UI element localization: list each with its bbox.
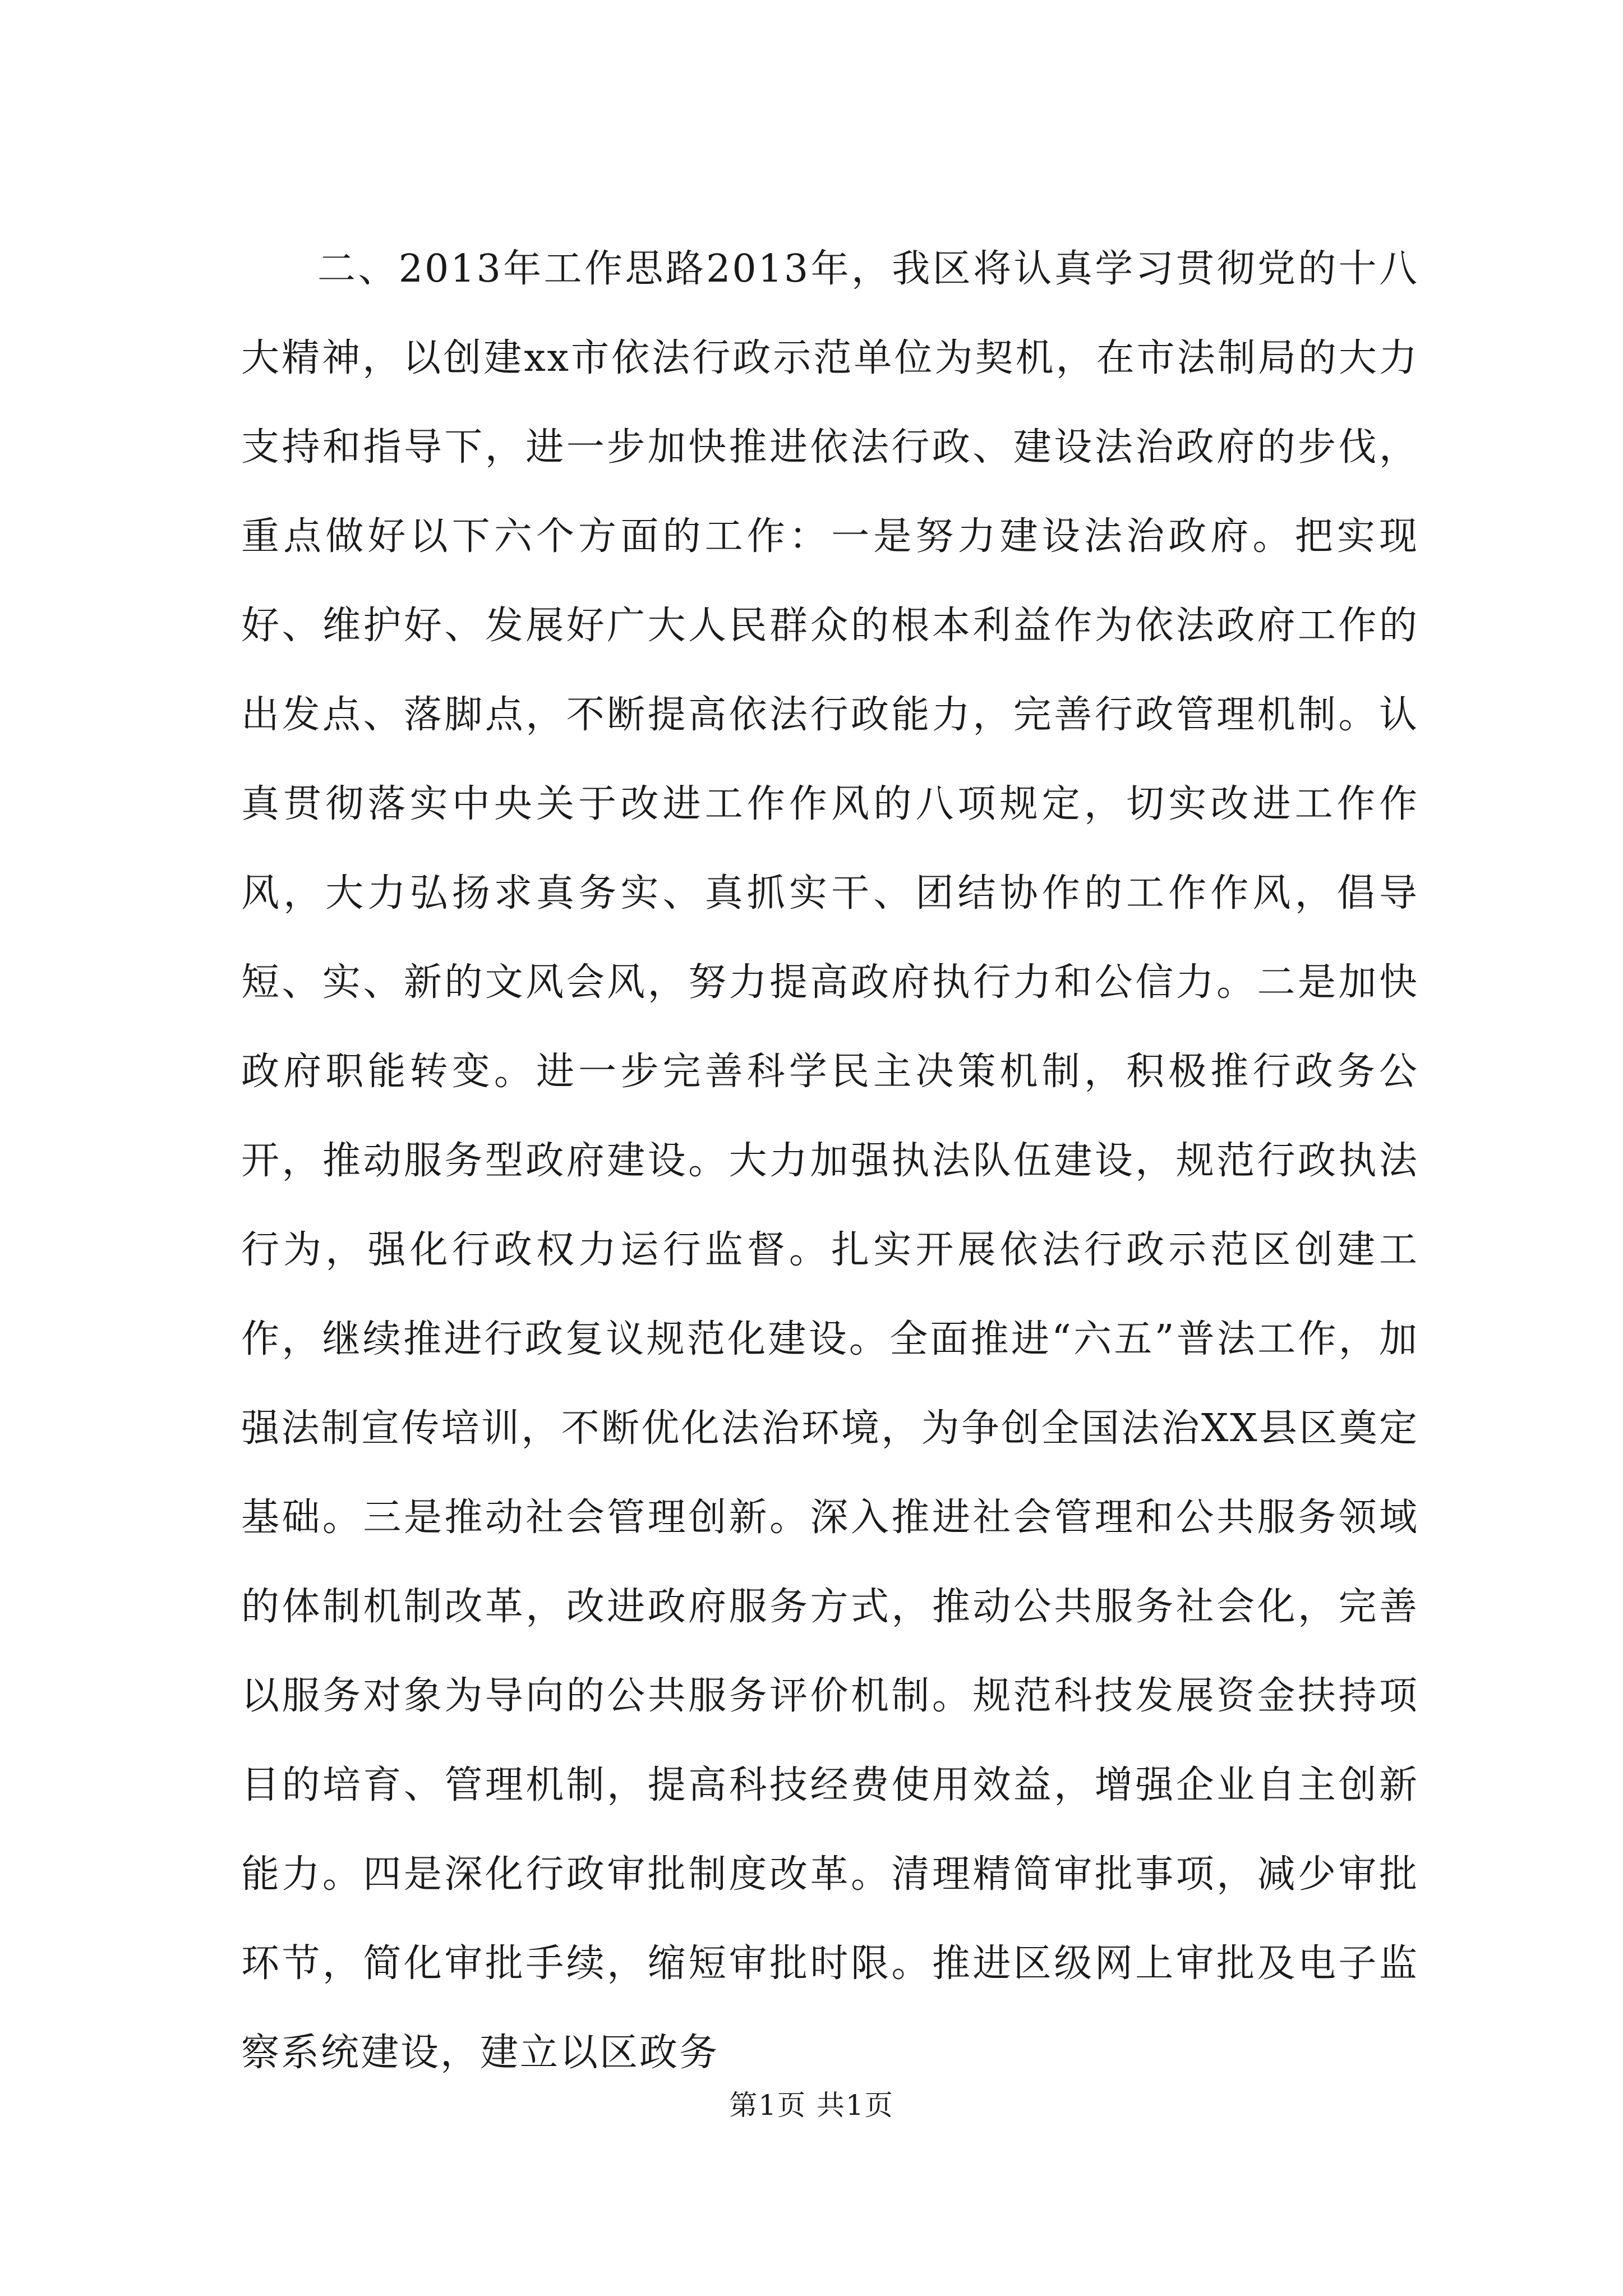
body-paragraph: 二、2013年工作思路2013年，我区将认真学习贯彻党的十八大精神，以创建xx市依法行政示范单位为契机，在市法制局的大力支持和指导下，进一步加快推进依法行政、建设法治政府的步伐，重点做好以下六个方面的工作：一是努力建设法治政府。把实现好、维护好、发展好广大人民群众的根本利益作为依法政府工作的出发点、落脚点，不断提高依法行政能力，完善行政管理机制。认真贯彻落实中央关于改进工作作风的八项规定，切实改进工作作风，大力弘扬求真务实、真抓实干、团结协作的工作作风，倡导短、实、新的文风会风，努力提高政府执行力和公信力。二是加快政府职能转变。进一步完善科学民主决策机制，积极推行政务公开，推动服务型政府建设。大力加强执法队伍建设，规范行政执法行为，强化行政权力运行监督。扎实开展依法行政示范区创建工作，继续推进行政复议规范化建设。全面推进“六五”普法工作，加强法制宣传培训，不断优化法治环境，为争创全国法治XX县区奠定基础。三是推动社会管理创新。深入推进社会管理和公共服务领域的体制机制改革，改进政府服务方式，推动公共服务社会化，完善以服务对象为导向的公共服务评价机制。规范科技发展资金扶持项目的培育、管理机制，提高科技经费使用效益，增强企业自主创新能力。四是深化行政审批制度改革。清理精简审批事项，减少审批环节，简化审批手续，缩短审批时限。推进区级网上审批及电子监察系统建设，建立以区政务: [241, 247, 1419, 2075]
page-footer: 第1页 共1页: [729, 2089, 894, 2122]
